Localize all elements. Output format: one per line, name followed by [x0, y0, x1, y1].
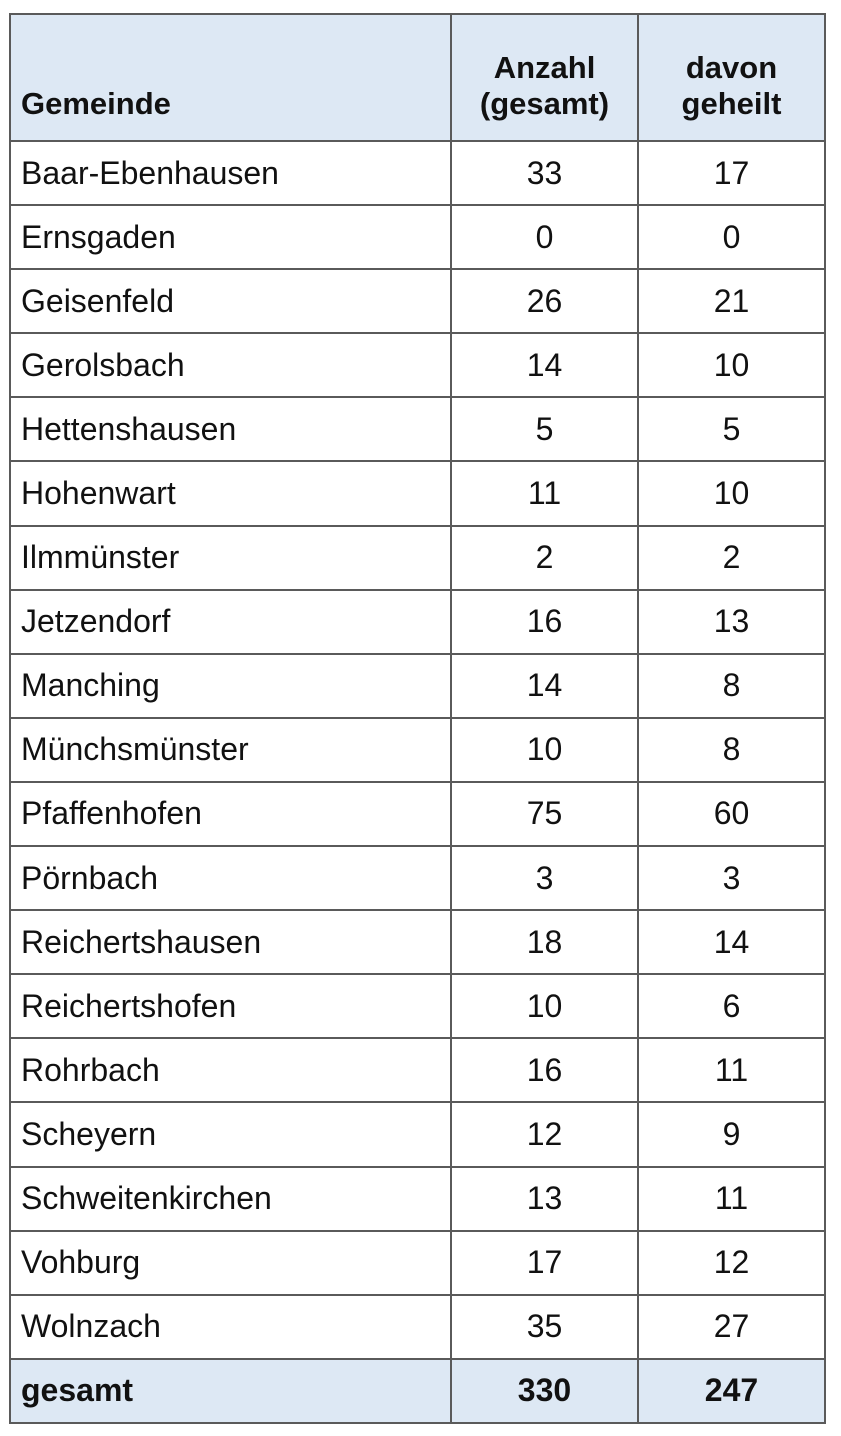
cell-anzahl: 16 [451, 1038, 638, 1102]
cell-geheilt: 13 [638, 590, 825, 654]
cell-geheilt: 10 [638, 461, 825, 525]
cell-geheilt: 8 [638, 718, 825, 782]
table-row [10, 846, 825, 910]
cell-anzahl: 16 [451, 590, 638, 654]
table-row [10, 654, 825, 718]
cell-geheilt: 0 [638, 205, 825, 269]
table-header [10, 14, 825, 141]
header-anzahl-line1: Anzahl [493, 50, 596, 85]
cell-anzahl: 17 [451, 1231, 638, 1295]
cell-geheilt: 21 [638, 269, 825, 333]
table-row [10, 718, 825, 782]
header-geheilt [638, 14, 825, 141]
cell-gemeinde: Reichertshausen [10, 910, 451, 974]
cell-anzahl: 0 [451, 205, 638, 269]
cell-geheilt: 2 [638, 526, 825, 590]
cell-gemeinde: Baar-Ebenhausen [10, 141, 451, 205]
table-row [10, 269, 825, 333]
cell-anzahl: 10 [451, 718, 638, 782]
cell-anzahl: 33 [451, 141, 638, 205]
table-row [10, 782, 825, 846]
header-row [10, 14, 825, 141]
table-row [10, 1038, 825, 1102]
cell-anzahl: 12 [451, 1102, 638, 1166]
cell-anzahl: 13 [451, 1167, 638, 1231]
cell-anzahl: 11 [451, 461, 638, 525]
header-anzahl [451, 14, 638, 141]
cell-anzahl: 35 [451, 1295, 638, 1359]
table-row [10, 1102, 825, 1166]
cell-gemeinde: Pörnbach [10, 846, 451, 910]
cell-geheilt: 14 [638, 910, 825, 974]
table-row [10, 974, 825, 1038]
cell-anzahl: 75 [451, 782, 638, 846]
cell-geheilt: 6 [638, 974, 825, 1038]
table-row [10, 397, 825, 461]
cell-geheilt: 9 [638, 1102, 825, 1166]
cell-gemeinde: Gerolsbach [10, 333, 451, 397]
table-row [10, 910, 825, 974]
cell-gemeinde: Vohburg [10, 1231, 451, 1295]
cell-geheilt: 17 [638, 141, 825, 205]
cell-geheilt: 11 [638, 1167, 825, 1231]
cell-geheilt: 11 [638, 1038, 825, 1102]
table-row [10, 461, 825, 525]
cell-gemeinde: Reichertshofen [10, 974, 451, 1038]
cell-anzahl: 10 [451, 974, 638, 1038]
table-row [10, 526, 825, 590]
cell-gemeinde: Manching [10, 654, 451, 718]
table-row [10, 205, 825, 269]
header-geheilt-line1: davon [685, 50, 778, 85]
total-label: gesamt [10, 1359, 451, 1423]
cases-table [9, 13, 826, 1424]
cell-gemeinde: Scheyern [10, 1102, 451, 1166]
table-row [10, 590, 825, 654]
cell-anzahl: 5 [451, 397, 638, 461]
total-row [10, 1359, 825, 1423]
table-row [10, 1167, 825, 1231]
cell-anzahl: 2 [451, 526, 638, 590]
cell-geheilt: 12 [638, 1231, 825, 1295]
cell-geheilt: 8 [638, 654, 825, 718]
cell-geheilt: 60 [638, 782, 825, 846]
cell-geheilt: 27 [638, 1295, 825, 1359]
table-footer [10, 1359, 825, 1423]
table-row [10, 333, 825, 397]
cell-anzahl: 26 [451, 269, 638, 333]
table-row [10, 1295, 825, 1359]
cell-gemeinde: Hohenwart [10, 461, 451, 525]
cell-geheilt: 10 [638, 333, 825, 397]
header-anzahl-line2: (gesamt) [479, 86, 610, 121]
cell-gemeinde: Ernsgaden [10, 205, 451, 269]
header-gemeinde [10, 14, 451, 141]
cell-gemeinde: Ilmmünster [10, 526, 451, 590]
total-anzahl: 330 [451, 1359, 638, 1423]
cell-geheilt: 3 [638, 846, 825, 910]
cell-gemeinde: Wolnzach [10, 1295, 451, 1359]
cell-gemeinde: Schweitenkirchen [10, 1167, 451, 1231]
table-row [10, 1231, 825, 1295]
table-body [10, 141, 825, 1359]
total-geheilt: 247 [638, 1359, 825, 1423]
cell-gemeinde: Pfaffenhofen [10, 782, 451, 846]
cell-gemeinde: Jetzendorf [10, 590, 451, 654]
cell-gemeinde: Rohrbach [10, 1038, 451, 1102]
cell-anzahl: 14 [451, 333, 638, 397]
cell-gemeinde: Münchsmünster [10, 718, 451, 782]
cell-anzahl: 14 [451, 654, 638, 718]
header-gemeinde-label: Gemeinde [21, 86, 171, 121]
cell-anzahl: 3 [451, 846, 638, 910]
header-geheilt-line2: geheilt [681, 86, 782, 121]
cell-gemeinde: Hettenshausen [10, 397, 451, 461]
cell-gemeinde: Geisenfeld [10, 269, 451, 333]
cell-geheilt: 5 [638, 397, 825, 461]
table-row [10, 141, 825, 205]
cell-anzahl: 18 [451, 910, 638, 974]
